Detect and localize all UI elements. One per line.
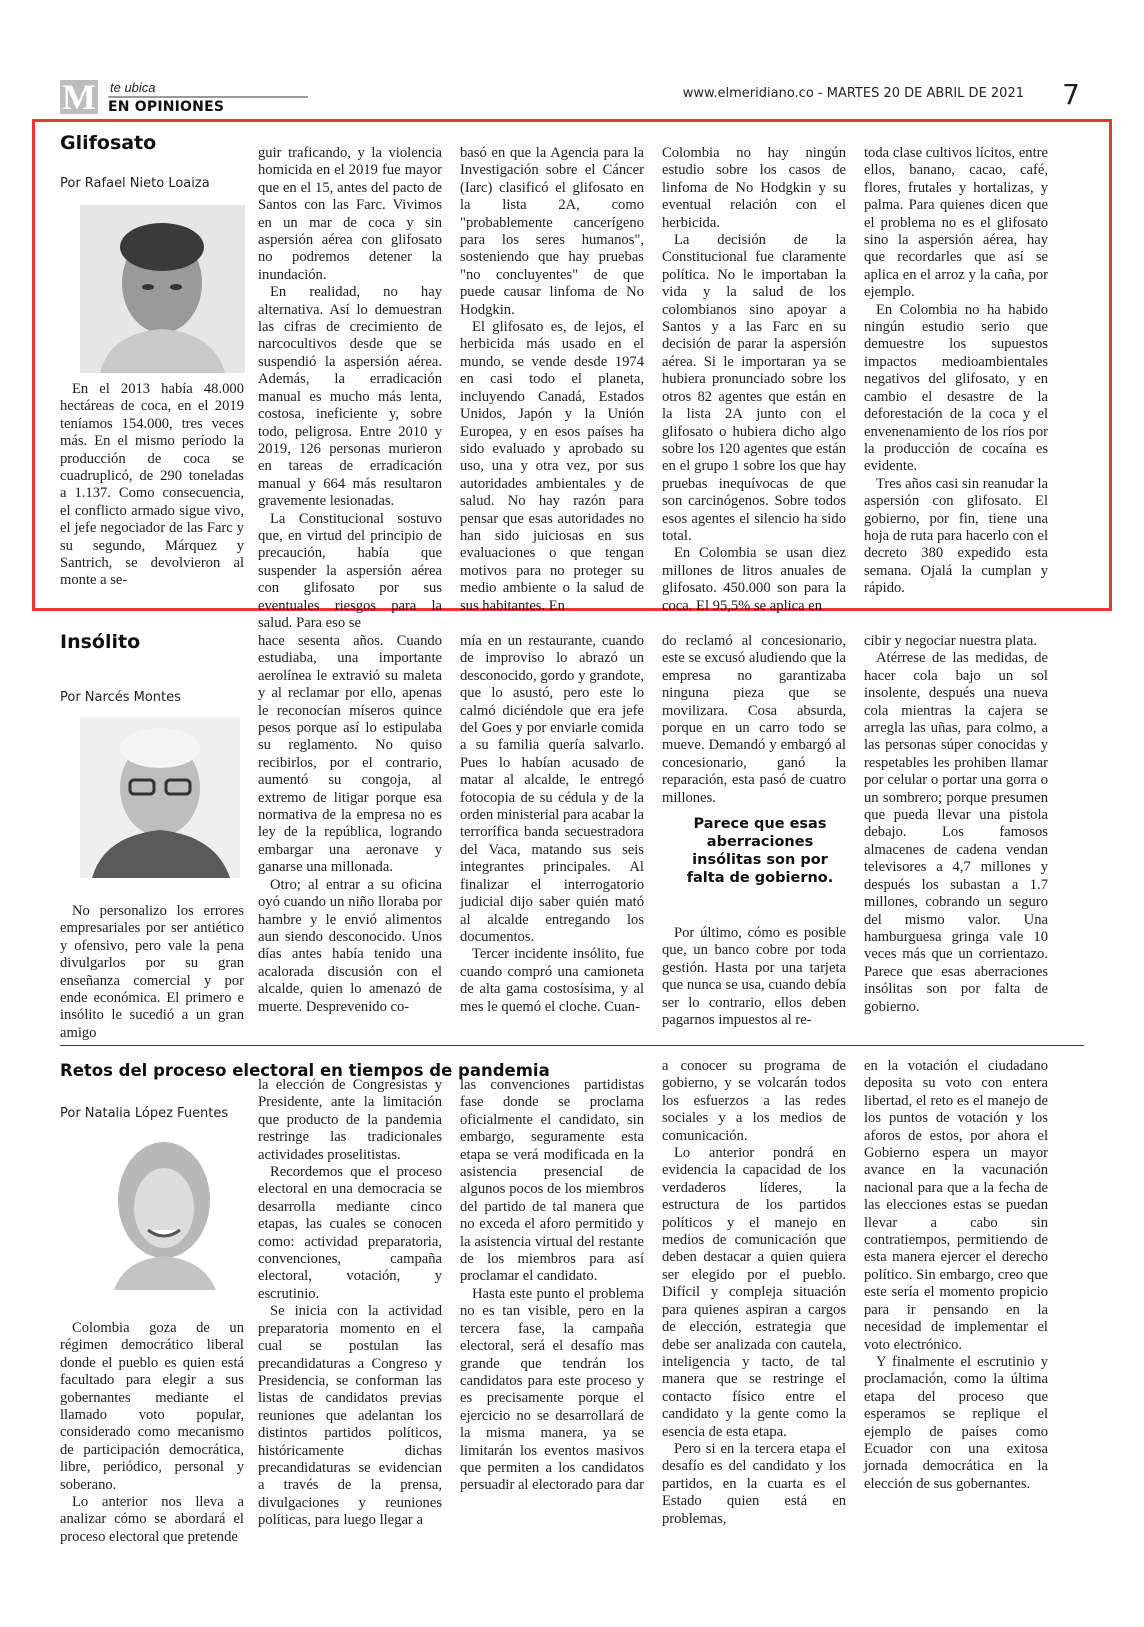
- paragraph: cibir y negociar nuestra plata.: [864, 633, 1038, 649]
- portrait-icon: [80, 205, 245, 373]
- article-byline: Por Narcés Montes: [60, 690, 181, 705]
- article-title: Retos del proceso electoral en tiempos de pandemia: [60, 1061, 550, 1080]
- newspaper-logo: M: [60, 80, 98, 114]
- pull-quote: Parece que esas aberraciones insólitas son por falta de gobierno.: [686, 816, 834, 886]
- paragraph: mía en un restaurante, cuando de improviso lo abrazó un desconocido, gordo y grandote, que lo asustó, pero este lo calmó diciéndole que era jefe del Goes y por enviarle comida a su familia quería salvarlo. Pues lo habían acusado de matar al alcalde, le entregó fotocopia de su cédula y de la orden ministerial para acabar la terrorífica banda secuestradora del Vaca, matando sus seis integrantes principales. Al finalizar el interrogatorio judicial dijo saber quién mató al alcalde entregando los documentos.: [460, 633, 644, 945]
- article-title: Glifosato: [60, 132, 157, 154]
- article-column: [662, 925, 846, 1028]
- article-column: [60, 381, 244, 589]
- paragraph: Colombia no hay ningún estudio sobre los casos de linfoma de No Hodgkin y su eventual relación con el herbicida.: [662, 145, 846, 231]
- paragraph: En realidad, no hay alternativa. Así lo demuestran las cifras de crecimiento de narcocultivos desde que se suspendió la aspersión aérea. Además, la erradicación manual es mucho más lenta, costosa, ineficiente y, sobre todo, peligrosa. Entre 2010 y 2019, 126 personas murieron en tareas de erradicación manual y 664 más resultaron gravemente lesionadas.: [258, 284, 442, 510]
- paragraph: Atérrese de las medidas, de hacer cola bajo un sol insolente, después una nueva cola mientras la cajera se arregla las uñas, para colmo, a las personas súper conocidas y respetables les prohiben llamar por celular o portar una gorra o un sombrero; porque presumen que pueda llevar una pistola debajo. Los famosos almacenes de cadena vendan televisores a 4,7 millones y después los subastan a 1.7 millones, cobrando un seguro del mismo valor. Una hamburguesa gringa vale 10 veces más que un corrientazo. Parece que esas aberraciones insólitas son por falta de gobierno.: [864, 650, 1048, 1015]
- paragraph: guir traficando, y la violencia homicida en el 2019 fue mayor que en el 15, antes del pacto de Santos con las Farc. Vivimos en un mar de coca y sin aspersión aérea con glifosato no podremos detener la inundación.: [258, 145, 442, 283]
- paragraph: toda clase cultivos lícitos, entre ellos, banano, cacao, café, flores, frutales y hortalizas, y palma. Para quienes dicen que el problema no es el glifosato sino la aspersión aérea, hay que recordarles que así se aplica en el arroz y la caña, por ejemplo.: [864, 145, 1048, 301]
- paragraph: Lo anterior nos lleva a analizar cómo se abordará el proceso electoral que pretende: [60, 1494, 244, 1545]
- paragraph: Recordemos que el proceso electoral en una democracia se desarrolla mediante cinco etapas, las cuales se conocen como: actividad preparatoria, convenciones, campaña electoral, votación, y escrutinio.: [258, 1164, 442, 1302]
- paragraph: La Constitucional sostuvo que, en virtud del principio de precaución, había que suspender la aspersión aérea con glifosato por sus eventuales riesgos para la salud. Para eso se: [258, 510, 442, 631]
- paragraph: No personalizo los errores empresariales por ser antiético y ofensivo, pero vale la pena divulgarlos por su gran enseñanza comercial y por ende económica. El primero e insólito le sucedió a un gran amigo: [60, 903, 244, 1041]
- article-column: [864, 1058, 1048, 1595]
- article-column: [258, 145, 442, 631]
- article-byline: Por Rafael Nieto Loaiza: [60, 176, 210, 191]
- paragraph: Tercer incidente insólito, fue cuando compró una camioneta de alta gama costosísima, y al mes le quemó el cloche. Cuan-: [460, 946, 644, 1015]
- paragraph: La decisión de la Constitucional fue claramente política. No le importaban la vida y la salud de los colombianos sino apoyar a Santos y a las Farc en su decisión de parar la aspersión aérea. Si le importaran ya se hubiera pronunciado sobre los otros 82 agentes que están en la lista 2A junto con el glifosato o hubiera dicho algo sobre los 120 agentes que están en el grupo 1 sobre los que hay pruebas inequívocas de que son carcinógenos. Sobre todos esos agentes el silencio ha sido total.: [662, 232, 846, 544]
- paragraph: El glifosato es, de lejos, el herbicida más usado en el mundo, se vende desde 1974 en casi todo el planeta, incluyendo Canadá, Estados Unidos, Japón y la Unión Europea, y en esos países ha sido evaluado y aprobado su uso, una y otra vez, por sus autoridades ambientales y de salud. No hay razón para pensar que esas autoridades no han sido juiciosas en sus evaluaciones o que tengan motivos para no proteger su medio ambiente o la salud de sus habitantes. En: [460, 319, 644, 614]
- article-column: [460, 145, 644, 614]
- author-photo: [80, 718, 240, 878]
- paragraph: Colombia goza de un régimen democrático liberal donde el pueblo es quien está facultado para elegir a sus gobernantes mediante el llamado voto popular, considerado como mecanismo de participación democrática, libre, periódico, personal y soberano.: [60, 1320, 244, 1493]
- article-column: [864, 145, 1048, 597]
- paragraph: Pero si en la tercera etapa el desafío es del candidato y los partidos, en la cuarta es el Estado quien está en problemas,: [662, 1440, 846, 1527]
- dateline: www.elmeridiano.co - MARTES 20 DE ABRIL DE 2021: [682, 86, 1024, 101]
- paragraph: a conocer su programa de gobierno, y se volcarán todos los esfuerzos a las redes sociales y a los medios de comunicación.: [662, 1058, 846, 1144]
- article-column: [662, 1058, 846, 1595]
- paragraph: En el 2013 había 48.000 hectáreas de coca, en el 2019 teníamos 154.000, tres veces más. En el mismo período la producción de coca se cuadruplicó, de 290 toneladas a 1.137. Como consecuencia, el conflicto armado sigue vivo, el jefe negociador de las Farc y su segundo, Márquez y Santrich, se devolvieron al monte a se-: [60, 381, 244, 589]
- article-column: [460, 633, 644, 1028]
- paragraph: Se inicia con la actividad preparatoria momento en el cual se postulan las precandidaturas a Congreso y Presidencia, se conforman las listas de candidatos previas reuniones que adelantan los distintos partidos políticos, históricamente dichas precandidaturas se evidencian a través de la prensa, divulgaciones y reuniones políticas, para luego llegar a: [258, 1303, 442, 1529]
- paragraph: Lo anterior pondrá en evidencia la capacidad de los verdaderos líderes, la estructura de los partidos políticos y el manejo en medios de comunicación que deben destacar a quien quiera ser elegido por el pueblo. Difícil y compleja situación para quienes aspiran a cargos de elección, estrategia que debe ser analizada con cautela, inteligencia y tacto, de tal manera que se restringe el contacto físico entre el candidato y la gente como la esencia de esta etapa.: [662, 1145, 846, 1440]
- paragraph: Y finalmente el escrutinio y proclamación, como la última etapa del proceso que esperamos se replique el ejemplo de países como Ecuador con una exitosa jornada democrática en la elección de sus gobernantes.: [864, 1353, 1048, 1492]
- paragraph: la elección de Congresistas y Presidente, ante la limitación que producto de la pandemia restringe las tradicionales actividades proselitistas.: [258, 1077, 442, 1163]
- article-column: [258, 633, 442, 1028]
- author-photo: [80, 205, 245, 373]
- logo-tagline: te ubica: [110, 80, 156, 95]
- header-rule: [108, 96, 308, 98]
- article-column: [60, 1320, 244, 1595]
- article-column: [662, 633, 846, 806]
- paragraph: do reclamó al concesionario, este se excusó aludiendo que la empresa no garantizaba ninguna pieza que se movilizara. Cosa absurda, porque en un carro todo se mueve. Demandó y embargó al concesionario, ganó la reparación, esta pasó de cuatro millones.: [662, 633, 846, 806]
- paragraph: Tres años casi sin reanudar la aspersión con glifosato. El gobierno, por fin, tiene una hoja de ruta para hacerlo con el decreto 380 expedido esta semana. Ojalá la cumplan y rápido.: [864, 475, 1048, 597]
- paragraph: las convenciones partidistas fase donde se proclama oficialmente el candidato, sin embargo, seguramente esta etapa se verá modificada en la asistencia presencial de algunos pocos de los miembros del partido de tal manera que no exceda el aforo permitido y la asistencia virtual del restante de los miembros para así proclamar el candidato.: [460, 1077, 644, 1285]
- paragraph: Hasta este punto el problema no es tan visible, pero en la tercera fase, la campaña electoral, será el desafío mas grande que tendrán los candidatos para este proceso y es precisamente porque el ejercicio no se desarrollará de la misma manera, ya se limitarán los eventos masivos que permiten a los candidatos persuadir al electorado para dar: [460, 1285, 644, 1494]
- section-divider: [60, 1045, 1084, 1046]
- article-title: Insólito: [60, 631, 141, 653]
- article-column: [460, 1077, 644, 1595]
- author-photo: [100, 1138, 228, 1290]
- paragraph: En Colombia no ha habido ningún estudio serio que demuestre los supuestos impactos medioambientales negativos del glifosato, y en cambio el desastre de la deforestación de la coca y el envenenamiento de los ríos por la producción de cocaína es evidente.: [864, 301, 1048, 475]
- portrait-icon: [80, 718, 240, 878]
- paragraph: en la votación el ciudadano deposita su voto con entera libertad, el reto es el manejo de los puntos de votación y los aforos de estos, por ahora el Gobierno espera un mayor avance en la vacunación nacional para que a la fecha de las elecciones estas se puedan llevar a cabo sin contratiempos, permitiendo de esta manera ejercer el derecho político. Sin embargo, creo que este sería el momento propicio para ir pensando en la necesidad de implementar el voto electrónico.: [864, 1058, 1048, 1353]
- paragraph: basó en que la Agencia para la Investigación sobre el Cáncer (Iarc) clasificó el glifosato en la lista 2A, como "probablemente cancerígeno para los seres humanos", sosteniendo que hay pruebas "no concluyentes" de que puede causar linfoma de No Hodgkin.: [460, 145, 644, 318]
- paragraph: Por último, cómo es posible que, un banco cobre por toda gestión. Hasta por una tarjeta que nunca se usa, cuando debía ser lo contrario, ellos deben pagarnos impuestos al re-: [662, 925, 846, 1029]
- paragraph: En Colombia se usan diez millones de litros anuales de glifosato. 450.000 son para la coca. El 95,5% se aplica en: [662, 545, 846, 614]
- paragraph: Otro; al entrar a su oficina oyó cuando un niño lloraba por hambre y le envió alimentos aun siendo desconocido. Unos días antes había tenido una acalorada discusión con el alcalde, quien lo amenazó de muerte. Desprevenido co-: [258, 876, 442, 1015]
- portrait-icon: [100, 1138, 228, 1290]
- article-byline: Por Natalia López Fuentes: [60, 1106, 229, 1121]
- paragraph: hace sesenta años. Cuando estudiaba, una importante aerolínea le extravió su maleta y al reclamar por ello, apenas le reconocían míseros quince pesos porque así lo estipulaba su reglamento. No quiso recibirlos, por el contrario, aumentó su congoja, al extremo de litigar porque esa normativa de la empresa no es ley de la república, logrando embargar una aeronave y ganarse una millonada.: [258, 633, 442, 876]
- page-number: 7: [1062, 78, 1080, 111]
- article-column: [662, 145, 846, 614]
- section-label: EN OPINIONES: [108, 99, 225, 115]
- article-column: [60, 903, 244, 1041]
- article-column: [258, 1077, 442, 1595]
- article-column: [864, 633, 1048, 1028]
